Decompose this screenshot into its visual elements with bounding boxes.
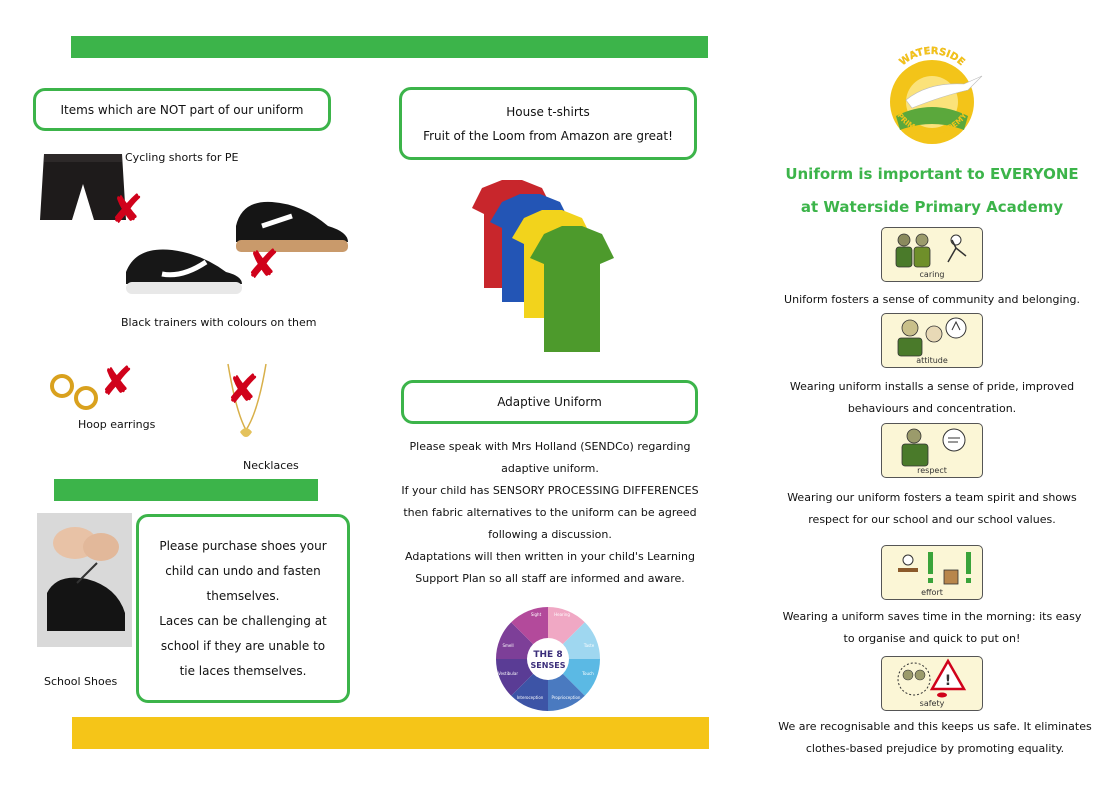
cross-icon: ✘ [100,359,134,405]
top-green-bar [71,36,708,58]
attitude-caption: attitude [916,356,948,365]
senses-segment: Touch [582,671,594,676]
house-tshirts-title: House t-shirts [506,104,590,119]
right-paragraph-line: Uniform fosters a sense of community and belonging. [784,293,1080,306]
right-paragraph-line: to organise and quick to put on! [843,632,1021,645]
adaptive-text-line: Please speak with Mrs Holland (SENDCo) regarding [409,440,691,453]
eight-senses-wheel [494,605,602,713]
senses-segment: Vestibular [498,671,518,676]
adaptive-text-line: adaptive uniform. [501,462,599,475]
senses-center-line: SENSES [530,661,566,670]
house-tshirts-subtitle: Fruit of the Loom from Amazon are great! [423,128,673,143]
school-logo [872,38,992,158]
adaptive-text-line: Adaptations will then written in your child's Learning [405,550,695,563]
house-tshirts-box [399,87,697,160]
trainer-image-2 [122,240,246,300]
right-paragraph-3 [767,487,1097,531]
senses-segment: Proprioception [551,695,581,700]
right-paragraph-1 [767,289,1097,311]
effort-caption: effort [921,588,943,597]
attitude-icon [882,314,982,358]
shoes-info-line: themselves. [206,588,280,603]
adaptive-uniform-box [401,380,698,424]
not-uniform-title: Items which are NOT part of our uniform [60,102,304,117]
middle-green-bar [54,479,318,501]
adaptive-uniform-title: Adaptive Uniform [497,395,602,409]
cross-icon: ✘ [246,242,280,288]
hoop-earrings-label: Hoop earrings [78,418,156,431]
shoes-info-line: tie laces themselves. [179,663,307,678]
cross-icon: ✘ [110,187,144,233]
right-paragraph-line: Wearing uniform installs a sense of pride, improved [789,380,1075,393]
respect-symbol [881,423,983,478]
safety-symbol [881,656,983,711]
logo-top-text: WATERSIDE [897,45,967,69]
right-paragraph-line: Wearing our uniform fosters a team spirit and shows [787,491,1077,504]
attitude-symbol [881,313,983,368]
right-paragraph-line: clothes-based prejudice by promoting equality. [805,742,1065,755]
safety-caption: safety [919,699,945,708]
right-paragraph-4 [767,606,1097,650]
cycling-shorts-label: Cycling shorts for PE [125,151,239,164]
shoes-info-line: Laces can be challenging at [159,613,327,628]
logo-bottom-text: PRIMARY ACADEMY [895,111,969,137]
necklaces-label: Necklaces [243,459,299,472]
adaptive-text-line: following a discussion. [488,528,612,541]
respect-icon [882,424,982,468]
right-title-line-1: Uniform is important to EVERYONE [785,165,1079,183]
right-paragraph-line: Wearing a uniform saves time in the morning: its easy [782,610,1082,623]
right-title-line-2: at Waterside Primary Academy [800,198,1064,216]
svg-text:!: ! [944,673,952,689]
right-paragraph-2 [767,376,1097,420]
adaptive-text-line: Support Plan so all staff are informed and aware. [415,572,685,585]
tshirts-image [462,178,632,358]
caring-icon [882,228,982,272]
bottom-yellow-bar [72,717,709,749]
adaptive-text [380,436,720,590]
shoes-info-box [136,514,350,703]
right-paragraph-line: behaviours and concentration. [847,402,1017,415]
senses-segment: Smell [502,643,514,648]
senses-segment: Sight [530,612,542,617]
right-paragraph-line: We are recognisable and this keeps us safe. It eliminates [778,720,1092,733]
school-shoes-label: School Shoes [44,675,118,688]
school-shoes-image [37,513,132,647]
effort-symbol [881,545,983,600]
shoes-info-line: Please purchase shoes your [159,538,327,553]
caring-symbol [881,227,983,282]
safety-icon [882,657,982,701]
hoop-earrings-image [48,372,108,414]
respect-caption: respect [917,466,947,475]
shoes-info-line: school if they are unable to [160,638,326,653]
adaptive-text-line: then fabric alternatives to the uniform can be agreed [403,506,697,519]
effort-icon [882,546,982,590]
not-uniform-title-box [33,88,331,131]
senses-segment: Interoception [516,695,544,700]
adaptive-text-line: If your child has SENSORY PROCESSING DIFFERENCES [401,484,699,497]
caring-caption: caring [919,270,945,279]
black-trainers-label: Black trainers with colours on them [121,316,317,329]
cross-icon: ✘ [226,367,260,413]
shoes-info-line: child can undo and fasten [165,563,321,578]
right-paragraph-5 [767,716,1103,760]
right-paragraph-line: respect for our school and our school values. [808,513,1056,526]
senses-segment: Hearing [554,612,570,617]
senses-center-line: THE 8 [533,650,563,660]
senses-segment: Taste [583,643,595,648]
